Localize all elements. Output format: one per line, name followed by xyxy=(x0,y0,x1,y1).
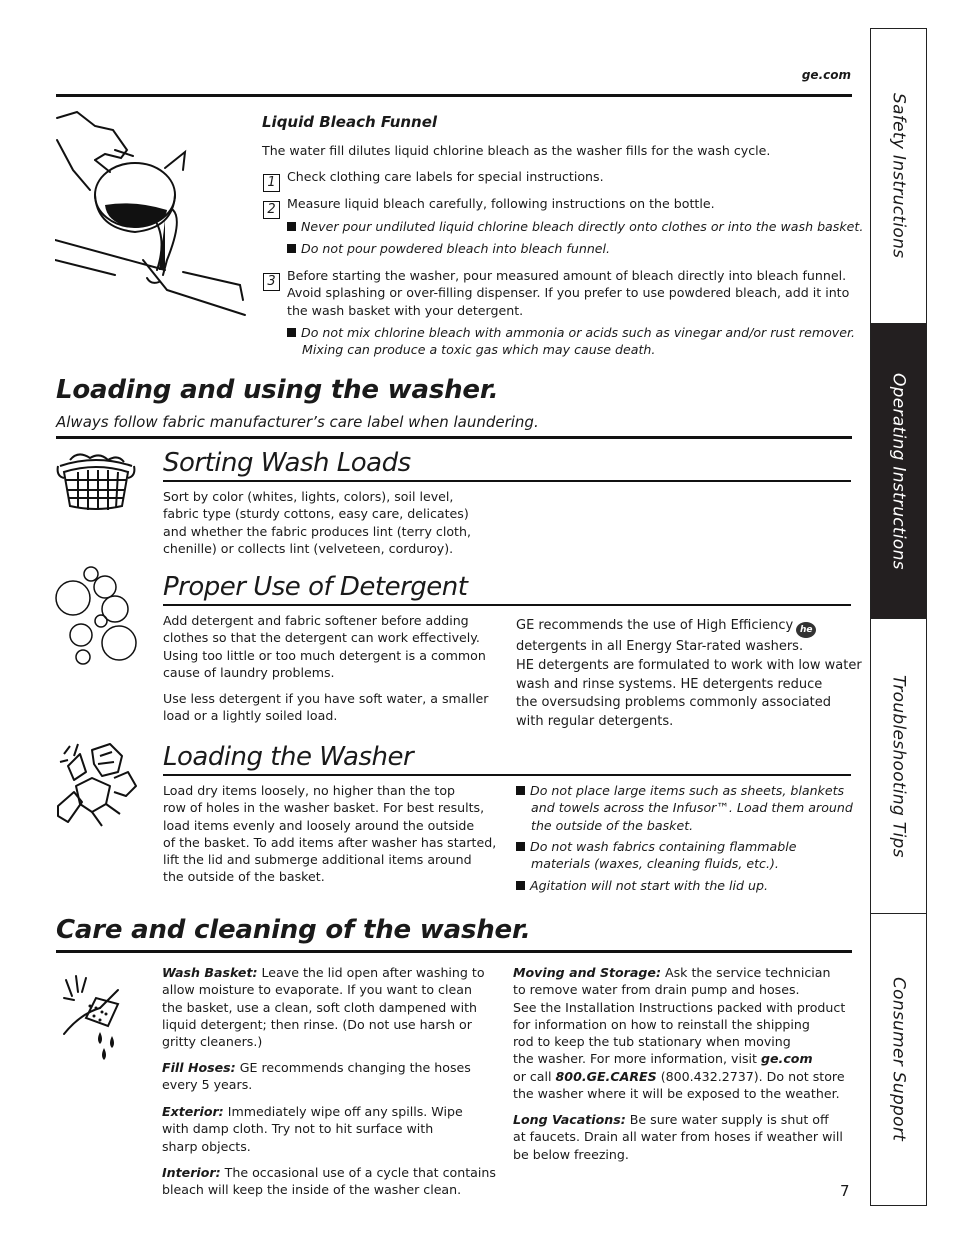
loading-heading: Loading and using the washer. xyxy=(56,375,499,405)
top-rule xyxy=(56,94,852,97)
fill-hoses-text: Fill Hoses: GE recommends changing the hoses every 5 years. xyxy=(162,1060,471,1093)
step-2-warning-2: Do not pour powdered bleach into bleach funnel. xyxy=(287,240,610,257)
exterior-text: Exterior: Immediately wipe off any spills. Wipe with damp cloth. Try not to hit surface with sharp objects. xyxy=(162,1104,463,1154)
step-3-number: 3 xyxy=(263,273,280,291)
long-vacations-text: Long Vacations: Be sure water supply is shut off at faucets. Drain all water from hoses if weather will be below freezing. xyxy=(513,1112,843,1162)
loader-title: Loading the Washer xyxy=(163,742,414,772)
clothes-pile-icon xyxy=(56,742,140,828)
sorting-rule xyxy=(163,480,851,482)
tab-troubleshooting-tips[interactable]: Troubleshooting Tips xyxy=(871,619,926,914)
step-2-number: 2 xyxy=(263,201,280,219)
loader-warning-2: Do not wash fabrics containing flammable materials (waxes, cleaning fluids, etc.). xyxy=(516,838,796,873)
detergent-right-text: GE recommends the use of High Efficiency he detergents in all Energy Star-rated washers. HE detergents are formulated to work with low water wash and rinse systems. HE detergents reduce the oversudsing problems commonly associated with regular detergents. xyxy=(516,618,862,730)
step-3-warning: Do not mix chlorine bleach with ammonia or acids such as vinegar and/or rust remover. Mixing can produce a toxic gas which may cause death. xyxy=(287,324,855,359)
loader-rule xyxy=(163,774,851,776)
interior-text: Interior: The occasional use of a cycle that contains bleach will keep the inside of the washer clean. xyxy=(162,1165,496,1198)
bleach-funnel-title: Liquid Bleach Funnel xyxy=(262,113,438,131)
step-1-text: Check clothing care labels for special instructions. xyxy=(287,169,604,184)
detergent-left-text: Add detergent and fabric softener before adding clothes so that the detergent can work effectively. Using too little or too much detergent is a common cause of laundry problems. Use less detergent if you have soft water, a smaller load or a lightly soiled load. xyxy=(163,613,489,724)
care-heading: Care and cleaning of the washer. xyxy=(56,915,531,945)
loader-left-text: Load dry items loosely, no higher than the top row of holes in the washer basket. For best results, load items evenly and loosely around the outside of the basket. To add items after washer has started, lift the lid and submerge additional items around the outside of the basket. xyxy=(163,783,497,885)
bullet-square xyxy=(287,222,296,231)
loading-rule xyxy=(56,436,852,439)
loader-warning-1: Do not place large items such as sheets, blankets and towels across the Infusor™. Load them around the outside of the basket. xyxy=(516,782,853,834)
step-1-number: 1 xyxy=(263,174,280,192)
ge-site-link[interactable]: ge.com xyxy=(760,1051,813,1067)
loading-subtitle: Always follow fabric manufacturer’s care label when laundering. xyxy=(56,413,539,431)
ge-phone-link[interactable]: 800.GE.CARES xyxy=(555,1068,657,1084)
bullet-square xyxy=(516,786,525,795)
sorting-title: Sorting Wash Loads xyxy=(163,448,411,478)
he-logo-icon: he xyxy=(796,622,816,638)
tab-operating-instructions[interactable]: Operating Instructions xyxy=(871,324,926,619)
loader-warning-3: Agitation will not start with the lid up. xyxy=(516,877,768,894)
bubbles-icon xyxy=(55,565,140,665)
laundry-basket-icon xyxy=(56,450,136,514)
tab-consumer-support[interactable]: Consumer Support xyxy=(888,976,909,1142)
cleaning-sponge-icon xyxy=(60,974,130,1060)
bullet-square xyxy=(287,244,296,253)
page-number: 7 xyxy=(840,1182,850,1200)
step-2-text: Measure liquid bleach carefully, following instructions on the bottle. xyxy=(287,196,715,211)
bleach-intro: The water fill dilutes liquid chlorine bleach as the washer fills for the wash cycle. xyxy=(262,143,771,158)
bleach-pour-illustration xyxy=(55,110,250,320)
tab-safety-instructions[interactable]: Safety Instructions xyxy=(871,29,926,324)
step-2-warning-1: Never pour undiluted liquid chlorine bleach directly onto clothes or into the wash basket. xyxy=(287,218,863,235)
bullet-square xyxy=(516,842,525,851)
care-rule xyxy=(56,950,852,953)
step-3-text: Before starting the washer, pour measured amount of bleach directly into bleach funnel. Avoid splashing or over-filling dispenser. If you prefer to use powdered bleach, add it into the wash basket with your detergent. xyxy=(287,268,850,318)
detergent-title: Proper Use of Detergent xyxy=(163,572,468,602)
detergent-rule xyxy=(163,604,851,606)
section-tabs xyxy=(870,28,927,1206)
bullet-square xyxy=(516,881,525,890)
wash-basket-text: Wash Basket: Leave the lid open after washing to allow moisture to evaporate. If you want to clean the basket, use a clean, soft cloth dampened with liquid detergent; then rinse. (Do not use harsh or gritty cleaners.) xyxy=(162,965,485,1050)
site-url[interactable]: ge.com xyxy=(801,68,851,82)
sorting-text: Sort by color (whites, lights, colors), soil level, fabric type (sturdy cottons, easy care, delicates) and whether the fabric produces lint (terry cloth, chenille) or collects lint (velveteen, corduroy). xyxy=(163,489,471,556)
moving-storage-text: Moving and Storage: Ask the service technician to remove water from drain pump and hoses. See the Installation Instructions packed with product for information on how to reinstall the shipping rod to keep the tub stationary when moving the washer. For more information, visit ge.com or call 800.GE.CARES (800.432.2737). Do not store the washer where it will be exposed to the weather. xyxy=(513,965,846,1102)
bullet-square xyxy=(287,328,296,337)
